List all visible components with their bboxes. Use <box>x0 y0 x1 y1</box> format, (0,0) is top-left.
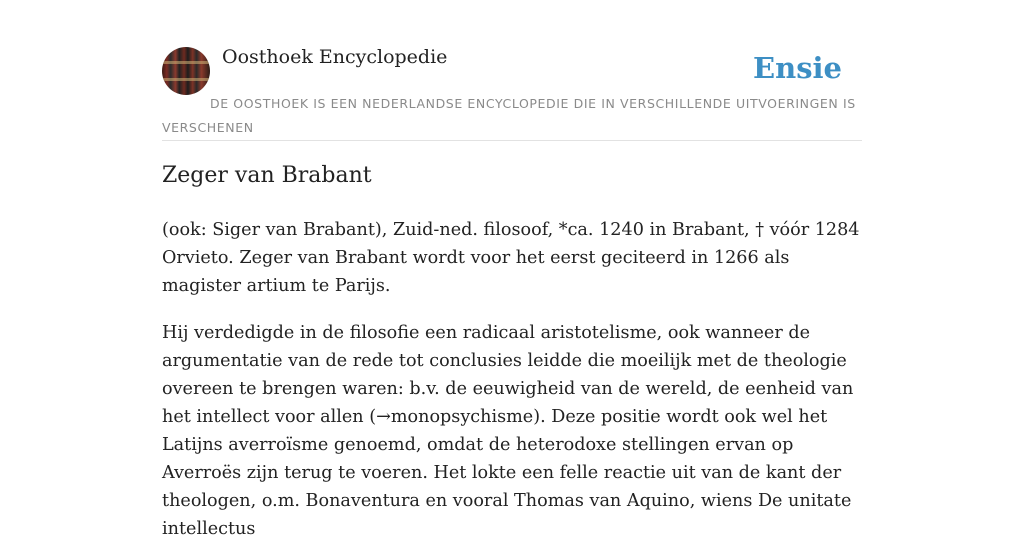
site-name-link[interactable]: Oosthoek Encyclopedie <box>222 46 448 68</box>
brand-logo-link[interactable]: Ensie <box>753 51 842 85</box>
article-paragraph: Hij verdedigde in de filosofie een radicaal aristotelisme, ook wanneer de argumentatie van de rede tot conclusies leidde die moeilijk met de theologie overeen te brengen waren: b.v. de eeuwigheid van de wereld, de eenheid van het intellect voor allen (→monopsychisme). Deze positie wordt ook wel het Latijns averroïsme genoemd, omdat de heterodoxe stellingen ervan op Averroës zijn terug te voeren. Het lokte een felle reactie uit van de kant der theologen, o.m. Bonaventura en vooral Thomas van Aquino, wiens De unitate intellectus <box>162 323 854 539</box>
page <box>162 0 862 539</box>
book-spines-avatar-icon[interactable] <box>162 47 210 95</box>
article-paragraph: (ook: Siger van Brabant), Zuid-ned. filosoof, *ca. 1240 in Brabant, † vóór 1284 Orvieto. Zeger van Brabant wordt voor het eerst geciteerd in 1266 als magister artium te Parijs. <box>162 220 860 296</box>
site-tagline: DE OOSTHOEK IS EEN NEDERLANDSE ENCYCLOPEDIE DIE IN VERSCHILLENDE UITVOERINGEN IS VERSCHENEN <box>162 96 856 135</box>
article-title: Zeger van Brabant <box>162 163 372 188</box>
site-header <box>162 0 862 141</box>
